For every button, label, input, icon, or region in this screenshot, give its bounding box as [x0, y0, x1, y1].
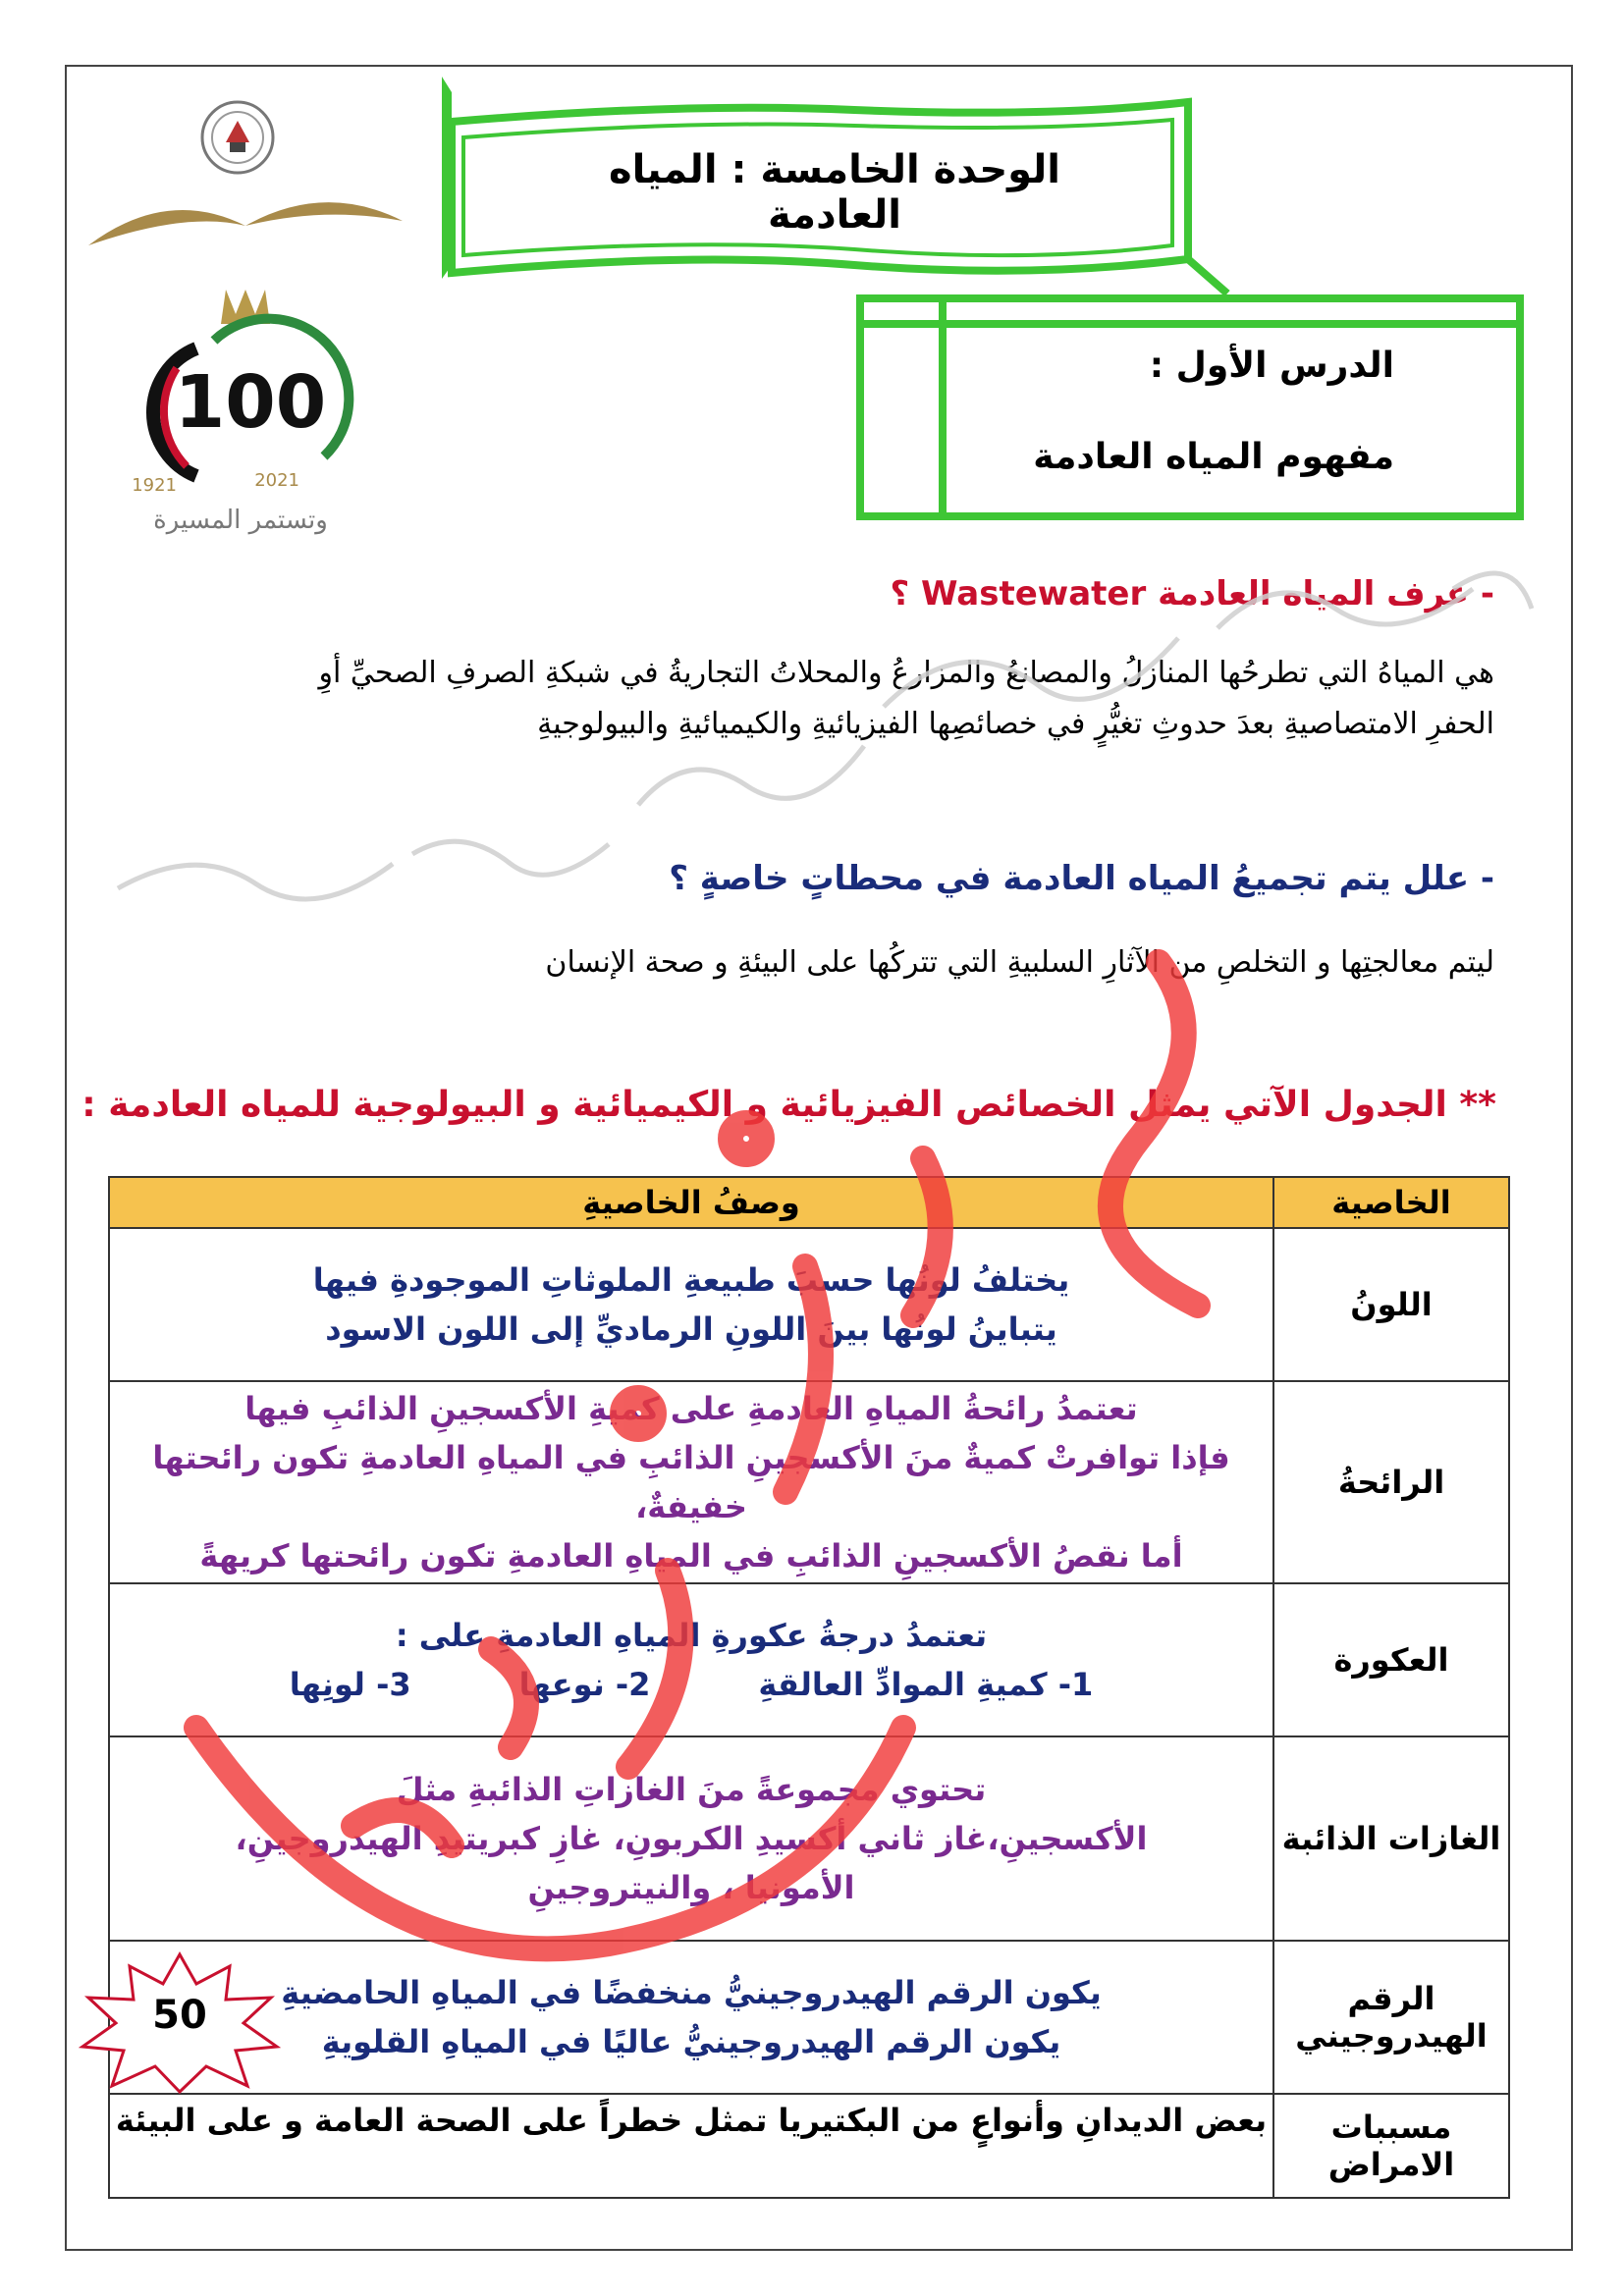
description-line: تعتمدُ رائحةُ المياهِ العادمةِ على كميةِ الأكسجينِ الذائبِ فيها	[244, 1390, 1138, 1427]
property-name	[1273, 1941, 1509, 2094]
description-line: أما نقصُ الأكسجينِ الذائبِ في المياهِ العادمةِ تكون رائحتها كريهةً	[199, 1537, 1183, 1575]
description-line: فإذا توافرتْ كميةٌ منَ الأكسجينِ الذائبِ في المياهِ العادمةِ تكون رائحتها خفيفةٌ،	[152, 1439, 1230, 1525]
table-row-color	[109, 1228, 1509, 1381]
turbidity-factor: 3- لونِها	[289, 1666, 411, 1703]
property-name: العكورة	[1273, 1583, 1509, 1736]
table-header-row	[109, 1177, 1509, 1228]
property-name-line: الامراض	[1327, 2146, 1455, 2183]
turbidity-factor: 2- نوعها	[518, 1666, 651, 1703]
table-heading: ** الجدول الآتي يمثل الخصائص الفيزيائية و الكيميائية و البيولوجية للمياه العادمة :	[81, 1085, 1496, 1125]
year-end: 2021	[254, 470, 299, 491]
table-row-turbidity	[109, 1583, 1509, 1736]
lesson-box-band	[864, 320, 1516, 328]
answer-define-line-1: هي المياهُ التي تطرحُها المنازلُ والمصانعُ والمزارعُ والمحلاتُ التجاريةُ في شبكةِ الصرفِ الصحيِّ أوِ	[318, 656, 1494, 690]
property-name: الغازات الذائبة	[1273, 1736, 1509, 1941]
description-line: يكون الرقم الهيدروجينيُّ منخفضًا في المياهِ الحامضيةِ	[281, 1974, 1102, 2011]
answer-define	[318, 648, 1494, 750]
properties-table	[108, 1176, 1510, 2199]
property-name	[1273, 2094, 1509, 2198]
property-name-line: الرقم	[1347, 1980, 1435, 2017]
logo-caption: وتستمر المسيرة	[153, 506, 328, 535]
description-line: يكون الرقم الهيدروجينيُّ عاليًا في المياهِ القلويةِ	[321, 2023, 1061, 2060]
property-name-line: الهيدروجيني	[1295, 2017, 1488, 2055]
description-line: بعض الديدانِ وأنواعٍ من البكتيريا تمثل خطراً على الصحة العامة و على البيئة	[115, 2102, 1268, 2139]
description-line: تعتمدُ درجةُ عكورةِ المياهِ العادمةِ على :	[395, 1617, 988, 1654]
turbidity-factor: 1- كميةِ الموادِّ العالقةِ	[758, 1666, 1094, 1703]
property-description	[109, 1941, 1273, 2094]
property-description	[109, 1228, 1273, 1381]
answer-define-line-2: الحفرِ الامتصاصيةِ بعدَ حدوثِ تغيُّرٍ في خصائصِها الفيزيائيةِ والكيميائيةِ والبيولوجيةِ	[537, 707, 1494, 741]
table-row-pathogens	[109, 2094, 1509, 2198]
table-row-odor	[109, 1381, 1509, 1583]
centenary-number: 100	[174, 360, 327, 445]
unit-title: الوحدة الخامسة : المياه العادمة	[609, 147, 1060, 238]
property-description	[109, 2094, 1273, 2198]
table-row-gases	[109, 1736, 1509, 1941]
description-line: الأكسجينِ،غاز ثاني أكسيدِ الكربونِ، غازِ كبريتيدِ الهيدروجينِ،	[235, 1820, 1148, 1857]
lesson-name: مفهوم المياه العادمة	[1033, 437, 1394, 477]
property-name: الرائحةُ	[1273, 1381, 1509, 1583]
question-define: - عرف المياه العادمة Wastewater ؟	[890, 574, 1494, 614]
page-number: 50	[152, 1993, 207, 2038]
description-line: الأمونيا ، والنيتروجينِ	[527, 1869, 855, 1906]
property-description	[109, 1736, 1273, 1941]
question-why: - علل يتم تجميعُ المياه العادمة في محطاتٍ خاصةٍ ؟	[669, 859, 1494, 898]
header-description: وصفُ الخاصيةِ	[109, 1177, 1273, 1228]
ministry-seal-icon	[196, 93, 280, 182]
turbidity-factors	[111, 1660, 1272, 1709]
property-name: اللونُ	[1273, 1228, 1509, 1381]
header-property: الخاصية	[1273, 1177, 1509, 1228]
lesson-box-divider	[939, 302, 947, 512]
property-description	[109, 1381, 1273, 1583]
property-name-line: مسببات	[1330, 2109, 1452, 2146]
year-start: 1921	[132, 475, 177, 496]
answer-why: ليتم معالجتِها و التخلصِ من الآثارِ السلبيةِ التي تتركُها على البيئةِ و صحة الإنسان	[545, 945, 1494, 980]
lesson-box	[856, 294, 1524, 520]
lesson-label: الدرس الأول :	[1149, 346, 1394, 386]
description-line: تحتوي مجموعةً منَ الغازاتِ الذائبةِ مثلَ	[396, 1771, 987, 1808]
centenary-100-logo-icon	[132, 280, 353, 506]
table-row-ph	[109, 1941, 1509, 2094]
description-line: يختلفُ لونُها حسبَ طبيعةِ الملوثاتِ الموجودةِ فيها	[312, 1261, 1070, 1299]
birds-emblem-icon	[79, 177, 412, 265]
property-description	[109, 1583, 1273, 1736]
description-line: يتباينُ لونُها بينَ اللونِ الرماديِّ إلى اللون الاسود	[325, 1310, 1057, 1348]
